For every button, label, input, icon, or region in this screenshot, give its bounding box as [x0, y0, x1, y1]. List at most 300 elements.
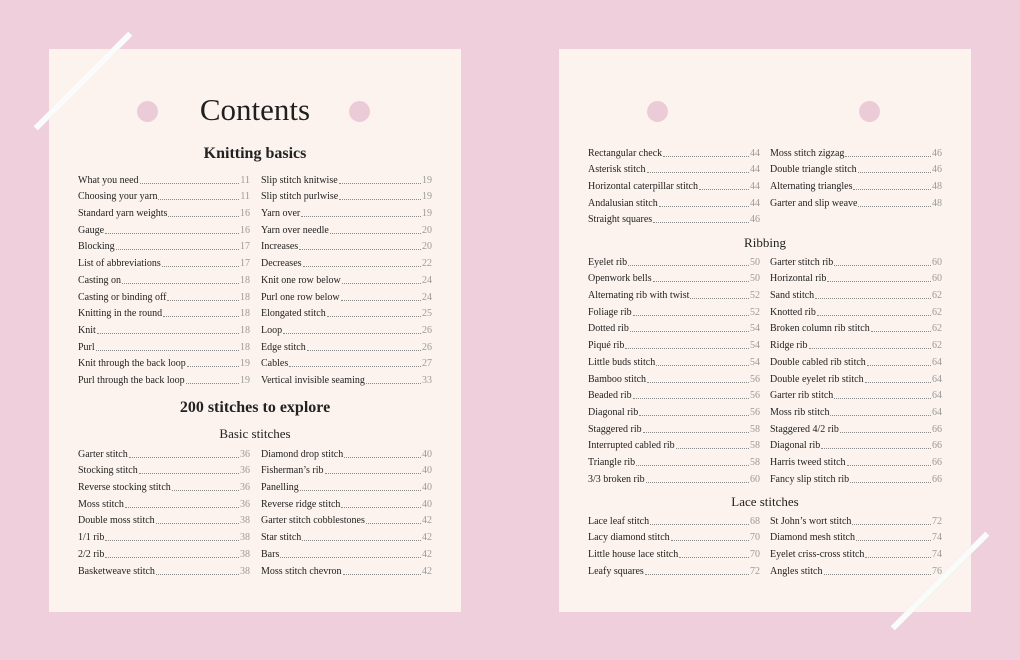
toc-entry: [78, 444, 250, 461]
toc-entry-page-number: 38: [240, 515, 250, 527]
toc-entry-title: 1/1 rib: [78, 532, 105, 544]
toc-entry-page-number: 16: [240, 224, 250, 236]
toc-entry-title: Asterisk stitch: [588, 164, 646, 176]
toc-entry-page-number: 20: [422, 241, 432, 253]
subsection-heading-basic-stitches: Basic stitches: [219, 426, 291, 441]
decorative-dot: [859, 101, 880, 122]
toc-entry-page-number: 56: [750, 406, 760, 418]
toc-entry-page-number: 44: [750, 147, 760, 159]
toc-entry-title: Blocking: [78, 241, 115, 253]
toc-entry: [78, 370, 250, 387]
dot-leader: [659, 206, 749, 207]
toc-entry-page-number: 44: [750, 197, 760, 209]
toc-entry-page-number: 40: [422, 482, 432, 494]
subsection-heading-lace: Lace stitches: [731, 494, 799, 509]
toc-entry-title: Moss stitch chevron: [261, 565, 342, 577]
toc-entry: [588, 193, 760, 210]
dot-leader: [628, 265, 749, 266]
dot-leader: [125, 507, 239, 508]
toc-column: [261, 444, 432, 578]
toc-entry: [261, 220, 432, 237]
dot-leader: [342, 283, 421, 284]
dot-leader: [834, 398, 931, 399]
toc-column: [261, 170, 432, 387]
toc-entry-page-number: 62: [932, 290, 942, 302]
toc-entry-title: Garter stitch rib: [770, 256, 834, 268]
toc-entry: [588, 452, 760, 469]
toc-entry-page-number: 18: [240, 341, 250, 353]
toc-entry-page-number: 74: [932, 549, 942, 561]
toc-entry: [770, 160, 942, 177]
toc-entry-title: Loop: [261, 324, 283, 336]
toc-entry-page-number: 24: [422, 274, 432, 286]
dot-leader: [129, 457, 239, 458]
toc-entry-title: Elongated stitch: [261, 308, 326, 320]
dot-leader: [817, 315, 931, 316]
toc-entry-page-number: 58: [750, 440, 760, 452]
toc-entry-title: 3/3 broken rib: [588, 473, 645, 485]
toc-entry: [78, 287, 250, 304]
toc-entry-page-number: 36: [240, 482, 250, 494]
dot-leader: [139, 473, 239, 474]
toc-entry-title: Moss stitch: [78, 498, 124, 510]
toc-entry-title: Star stitch: [261, 532, 302, 544]
toc-entry: [78, 527, 250, 544]
toc-entry-title: Moss stitch zigzag: [770, 147, 845, 159]
toc-entry-page-number: 46: [932, 147, 942, 159]
toc-entry-page-number: 42: [422, 532, 432, 544]
toc-entry-page-number: 18: [240, 324, 250, 336]
toc-entry: [588, 319, 760, 336]
dot-leader: [343, 574, 421, 575]
toc-entry-title: Rectangular check: [588, 147, 663, 159]
toc-entry-title: Garter and slip weave: [770, 197, 858, 209]
toc-entry: [770, 352, 942, 369]
toc-entry-title: Knit: [78, 324, 96, 336]
dot-leader: [168, 216, 239, 217]
toc-entry: [770, 176, 942, 193]
toc-entry-page-number: 64: [932, 406, 942, 418]
toc-entry-title: Purl through the back loop: [78, 374, 185, 386]
toc-entry-page-number: 52: [750, 290, 760, 302]
toc-entry-title: Double triangle stitch: [770, 164, 857, 176]
dot-leader: [639, 415, 749, 416]
toc-entry-title: Leafy squares: [588, 565, 644, 577]
dot-leader: [663, 156, 749, 157]
toc-entry-page-number: 19: [422, 191, 432, 203]
toc-entry: [588, 561, 760, 578]
toc-entry-title: Lacy diamond stitch: [588, 532, 670, 544]
toc-entry-title: Vertical invisible seaming: [261, 374, 365, 386]
dot-leader: [645, 574, 749, 575]
toc-entry-page-number: 17: [240, 241, 250, 253]
toc-entry: [261, 253, 432, 270]
toc-entry: [770, 528, 942, 545]
toc-entry-title: Decreases: [261, 258, 302, 270]
dot-leader: [158, 199, 239, 200]
toc-entry: [770, 544, 942, 561]
toc-entry: [588, 469, 760, 486]
toc-entry-title: Diagonal rib: [588, 406, 639, 418]
toc-entry: [770, 561, 942, 578]
toc-entry: [770, 469, 942, 486]
toc-entry: [78, 170, 250, 187]
toc-entry-page-number: 64: [932, 390, 942, 402]
toc-entry-title: Alternating rib with twist: [588, 290, 690, 302]
dot-leader: [156, 574, 239, 575]
toc-entry-title: Bamboo stitch: [588, 373, 647, 385]
toc-entry-title: Eyelet criss-cross stitch: [770, 549, 865, 561]
dot-leader: [690, 298, 749, 299]
toc-entry: [261, 544, 432, 561]
toc-entry-page-number: 26: [422, 324, 432, 336]
toc-entry-title: Diamond drop stitch: [261, 448, 344, 460]
toc-entry: [588, 252, 760, 269]
dot-leader: [327, 316, 421, 317]
toc-entry-title: Eyelet rib: [588, 256, 628, 268]
dot-leader: [815, 298, 931, 299]
toc-entry: [261, 477, 432, 494]
toc-entry-title: Choosing your yarn: [78, 191, 158, 203]
toc-entry-page-number: 66: [932, 473, 942, 485]
dot-leader: [809, 348, 932, 349]
toc-entry-title: Double cabled rib stitch: [770, 356, 866, 368]
toc-entry-title: Increases: [261, 241, 299, 253]
toc-entry-title: Triangle rib: [588, 456, 636, 468]
toc-entry-title: Horizontal caterpillar stitch: [588, 181, 698, 193]
toc-entry-page-number: 48: [932, 181, 942, 193]
toc-entry: [770, 269, 942, 286]
dot-leader: [186, 383, 239, 384]
toc-entry: [78, 561, 250, 578]
dot-leader: [116, 249, 239, 250]
toc-entry-title: Bars: [261, 548, 280, 560]
subsection-heading-ribbing: Ribbing: [744, 235, 786, 250]
toc-entry-page-number: 62: [932, 340, 942, 352]
dot-leader: [299, 249, 421, 250]
toc-entry: [261, 237, 432, 254]
dot-leader: [847, 465, 931, 466]
toc-entry-page-number: 60: [932, 273, 942, 285]
toc-entry: [770, 369, 942, 386]
toc-entry-page-number: 42: [422, 565, 432, 577]
toc-column: [770, 511, 942, 578]
toc-entry-page-number: 62: [932, 306, 942, 318]
toc-entry-page-number: 27: [422, 358, 432, 370]
toc-entry: [78, 187, 250, 204]
toc-entry-page-number: 58: [750, 456, 760, 468]
toc-column: [770, 252, 942, 486]
dot-leader: [867, 365, 931, 366]
dot-leader: [827, 281, 931, 282]
toc-entry: [261, 287, 432, 304]
dot-leader: [852, 524, 931, 525]
toc-entry-page-number: 19: [422, 208, 432, 220]
toc-entry-title: Basketweave stitch: [78, 565, 155, 577]
dot-leader: [656, 365, 749, 366]
toc-entry-page-number: 36: [240, 448, 250, 460]
toc-entry: [588, 335, 760, 352]
toc-entry: [78, 477, 250, 494]
toc-entry: [588, 176, 760, 193]
dot-leader: [163, 316, 239, 317]
dot-leader: [865, 382, 931, 383]
toc-entry: [261, 270, 432, 287]
toc-entry-page-number: 18: [240, 308, 250, 320]
toc-entry-page-number: 40: [422, 465, 432, 477]
toc-entry-title: St John’s wort stitch: [770, 515, 852, 527]
toc-entry-title: Double eyelet rib stitch: [770, 373, 864, 385]
toc-entry-title: Horizontal rib: [770, 273, 827, 285]
toc-entry: [78, 253, 250, 270]
toc-entry-title: Ridge rib: [770, 340, 808, 352]
toc-entry-title: Casting or binding off: [78, 291, 167, 303]
dot-leader: [325, 473, 422, 474]
dot-leader: [122, 283, 239, 284]
dot-leader: [647, 172, 750, 173]
toc-entry-title: Beaded rib: [588, 390, 632, 402]
toc-entry: [588, 269, 760, 286]
toc-entry-title: Fancy slip stitch rib: [770, 473, 850, 485]
toc-entry-title: Little house lace stitch: [588, 549, 679, 561]
dot-leader: [646, 482, 749, 483]
toc-entry-title: Yarn over needle: [261, 224, 329, 236]
toc-entry-page-number: 11: [240, 174, 250, 186]
toc-entry-page-number: 54: [750, 356, 760, 368]
toc-entry: [588, 143, 760, 160]
toc-entry-page-number: 18: [240, 291, 250, 303]
dot-leader: [856, 540, 931, 541]
toc-entry: [261, 561, 432, 578]
toc-entry: [588, 528, 760, 545]
dot-leader: [865, 557, 931, 558]
toc-entry-title: Straight squares: [588, 214, 653, 226]
dot-leader: [850, 482, 931, 483]
toc-entry: [770, 335, 942, 352]
page-title: Contents: [199, 92, 311, 127]
toc-entry-page-number: 36: [240, 498, 250, 510]
dot-leader: [653, 222, 749, 223]
toc-entry-title: Reverse stocking stitch: [78, 482, 171, 494]
toc-entry: [261, 511, 432, 528]
toc-entry: [588, 302, 760, 319]
toc-entry: [78, 270, 250, 287]
toc-entry-page-number: 42: [422, 548, 432, 560]
dot-leader: [283, 333, 421, 334]
toc-entry: [588, 402, 760, 419]
toc-entry-page-number: 40: [422, 498, 432, 510]
toc-entry-page-number: 38: [240, 565, 250, 577]
toc-entry-title: Casting on: [78, 274, 122, 286]
dot-leader: [105, 540, 239, 541]
dot-leader: [630, 331, 749, 332]
dot-leader: [301, 216, 421, 217]
dot-leader: [824, 574, 932, 575]
toc-entry-page-number: 19: [240, 374, 250, 386]
dot-leader: [633, 398, 749, 399]
toc-entry-title: Knitting in the round: [78, 308, 163, 320]
toc-entry-title: Harris tweed stitch: [770, 456, 846, 468]
dot-leader: [97, 333, 239, 334]
toc-entry-page-number: 18: [240, 274, 250, 286]
toc-entry-page-number: 19: [422, 174, 432, 186]
toc-entry-title: Staggered rib: [588, 423, 642, 435]
dot-leader: [840, 432, 931, 433]
dot-leader: [853, 189, 931, 190]
toc-entry-page-number: 68: [750, 515, 760, 527]
toc-entry: [770, 402, 942, 419]
toc-entry-title: Knit one row below: [261, 274, 341, 286]
dot-leader: [344, 457, 421, 458]
toc-entry-page-number: 54: [750, 340, 760, 352]
toc-entry-page-number: 56: [750, 390, 760, 402]
toc-entry: [588, 419, 760, 436]
toc-entry: [261, 444, 432, 461]
toc-entry-page-number: 33: [422, 374, 432, 386]
toc-entry-title: Knit through the back loop: [78, 358, 186, 370]
dot-leader: [633, 315, 749, 316]
toc-entry-title: Lace leaf stitch: [588, 515, 650, 527]
toc-entry-page-number: 74: [932, 532, 942, 544]
dot-leader: [858, 206, 931, 207]
toc-entry: [78, 320, 250, 337]
toc-entry-page-number: 50: [750, 256, 760, 268]
dot-leader: [679, 557, 749, 558]
toc-entry-page-number: 46: [932, 164, 942, 176]
toc-entry-page-number: 22: [422, 258, 432, 270]
toc-entry-page-number: 60: [750, 473, 760, 485]
toc-entry: [770, 436, 942, 453]
dot-leader: [300, 490, 421, 491]
toc-entry-page-number: 54: [750, 323, 760, 335]
dot-leader: [307, 350, 421, 351]
toc-entry-page-number: 62: [932, 323, 942, 335]
dot-leader: [643, 432, 749, 433]
toc-entry: [78, 304, 250, 321]
dot-leader: [858, 172, 931, 173]
toc-entry: [588, 369, 760, 386]
toc-entry-title: Garter stitch: [78, 448, 128, 460]
toc-entry-page-number: 44: [750, 164, 760, 176]
dot-leader: [653, 281, 749, 282]
toc-entry-title: Little buds stitch: [588, 356, 656, 368]
toc-entry-page-number: 64: [932, 356, 942, 368]
toc-entry-page-number: 40: [422, 448, 432, 460]
dot-leader: [105, 557, 239, 558]
toc-entry: [770, 252, 942, 269]
dot-leader: [140, 183, 240, 184]
toc-entry-page-number: 70: [750, 549, 760, 561]
dot-leader: [676, 448, 749, 449]
dot-leader: [289, 366, 421, 367]
toc-entry: [261, 187, 432, 204]
toc-entry-title: Andalusian stitch: [588, 197, 658, 209]
toc-entry-title: Gauge: [78, 224, 105, 236]
dot-leader: [339, 199, 421, 200]
toc-entry-page-number: 76: [932, 565, 942, 577]
toc-entry-title: Stocking stitch: [78, 465, 138, 477]
toc-entry: [78, 337, 250, 354]
toc-entry-page-number: 42: [422, 515, 432, 527]
toc-entry-title: Standard yarn weights: [78, 208, 168, 220]
dot-leader: [821, 448, 931, 449]
toc-entry-page-number: 52: [750, 306, 760, 318]
toc-entry-page-number: 66: [932, 440, 942, 452]
dot-leader: [341, 507, 421, 508]
dot-leader: [302, 540, 421, 541]
toc-entry: [261, 203, 432, 220]
toc-column: [78, 170, 250, 387]
toc-entry-title: Openwork bells: [588, 273, 652, 285]
toc-entry: [78, 354, 250, 371]
toc-entry-title: Garter stitch cobblestones: [261, 515, 365, 527]
toc-entry-title: Slip stitch knitwise: [261, 174, 338, 186]
dot-leader: [845, 156, 931, 157]
toc-entry-page-number: 24: [422, 291, 432, 303]
toc-entry-title: Reverse ridge stitch: [261, 498, 341, 510]
toc-entry-page-number: 72: [750, 565, 760, 577]
toc-entry: [770, 511, 942, 528]
decorative-dot: [647, 101, 668, 122]
dot-leader: [341, 300, 421, 301]
toc-column: [588, 252, 760, 486]
section-heading-explore: 200 stitches to explore: [179, 399, 331, 416]
toc-entry: [770, 386, 942, 403]
toc-column: [770, 143, 942, 210]
toc-entry-title: Edge stitch: [261, 341, 306, 353]
toc-entry-title: Slip stitch purlwise: [261, 191, 339, 203]
toc-entry-title: Alternating triangles: [770, 181, 853, 193]
toc-entry-page-number: 16: [240, 208, 250, 220]
dot-leader: [366, 383, 421, 384]
toc-column: [588, 143, 760, 226]
toc-entry: [770, 319, 942, 336]
toc-entry: [261, 461, 432, 478]
toc-entry: [770, 302, 942, 319]
dot-leader: [625, 348, 749, 349]
toc-entry-title: Sand stitch: [770, 290, 815, 302]
toc-entry: [261, 527, 432, 544]
toc-entry: [78, 220, 250, 237]
toc-entry-title: Diagonal rib: [770, 440, 821, 452]
toc-entry-page-number: 66: [932, 456, 942, 468]
dot-leader: [105, 233, 239, 234]
toc-entry-title: List of abbreviations: [78, 258, 161, 270]
dot-leader: [156, 523, 239, 524]
toc-entry: [770, 285, 942, 302]
toc-entry-page-number: 60: [932, 256, 942, 268]
toc-entry: [261, 354, 432, 371]
dot-leader: [167, 300, 239, 301]
dot-leader: [303, 266, 421, 267]
dot-leader: [647, 382, 749, 383]
dot-leader: [830, 415, 931, 416]
toc-entry-page-number: 48: [932, 197, 942, 209]
toc-entry-page-number: 20: [422, 224, 432, 236]
toc-entry-page-number: 70: [750, 532, 760, 544]
toc-entry-title: Purl: [78, 341, 95, 353]
toc-entry-title: Angles stitch: [770, 565, 823, 577]
toc-entry-title: Garter rib stitch: [770, 390, 834, 402]
toc-entry-page-number: 72: [932, 515, 942, 527]
toc-entry: [770, 452, 942, 469]
dot-leader: [187, 366, 239, 367]
dot-leader: [834, 265, 931, 266]
toc-entry: [261, 494, 432, 511]
toc-column: [588, 511, 760, 578]
toc-entry-page-number: 26: [422, 341, 432, 353]
toc-entry: [770, 419, 942, 436]
